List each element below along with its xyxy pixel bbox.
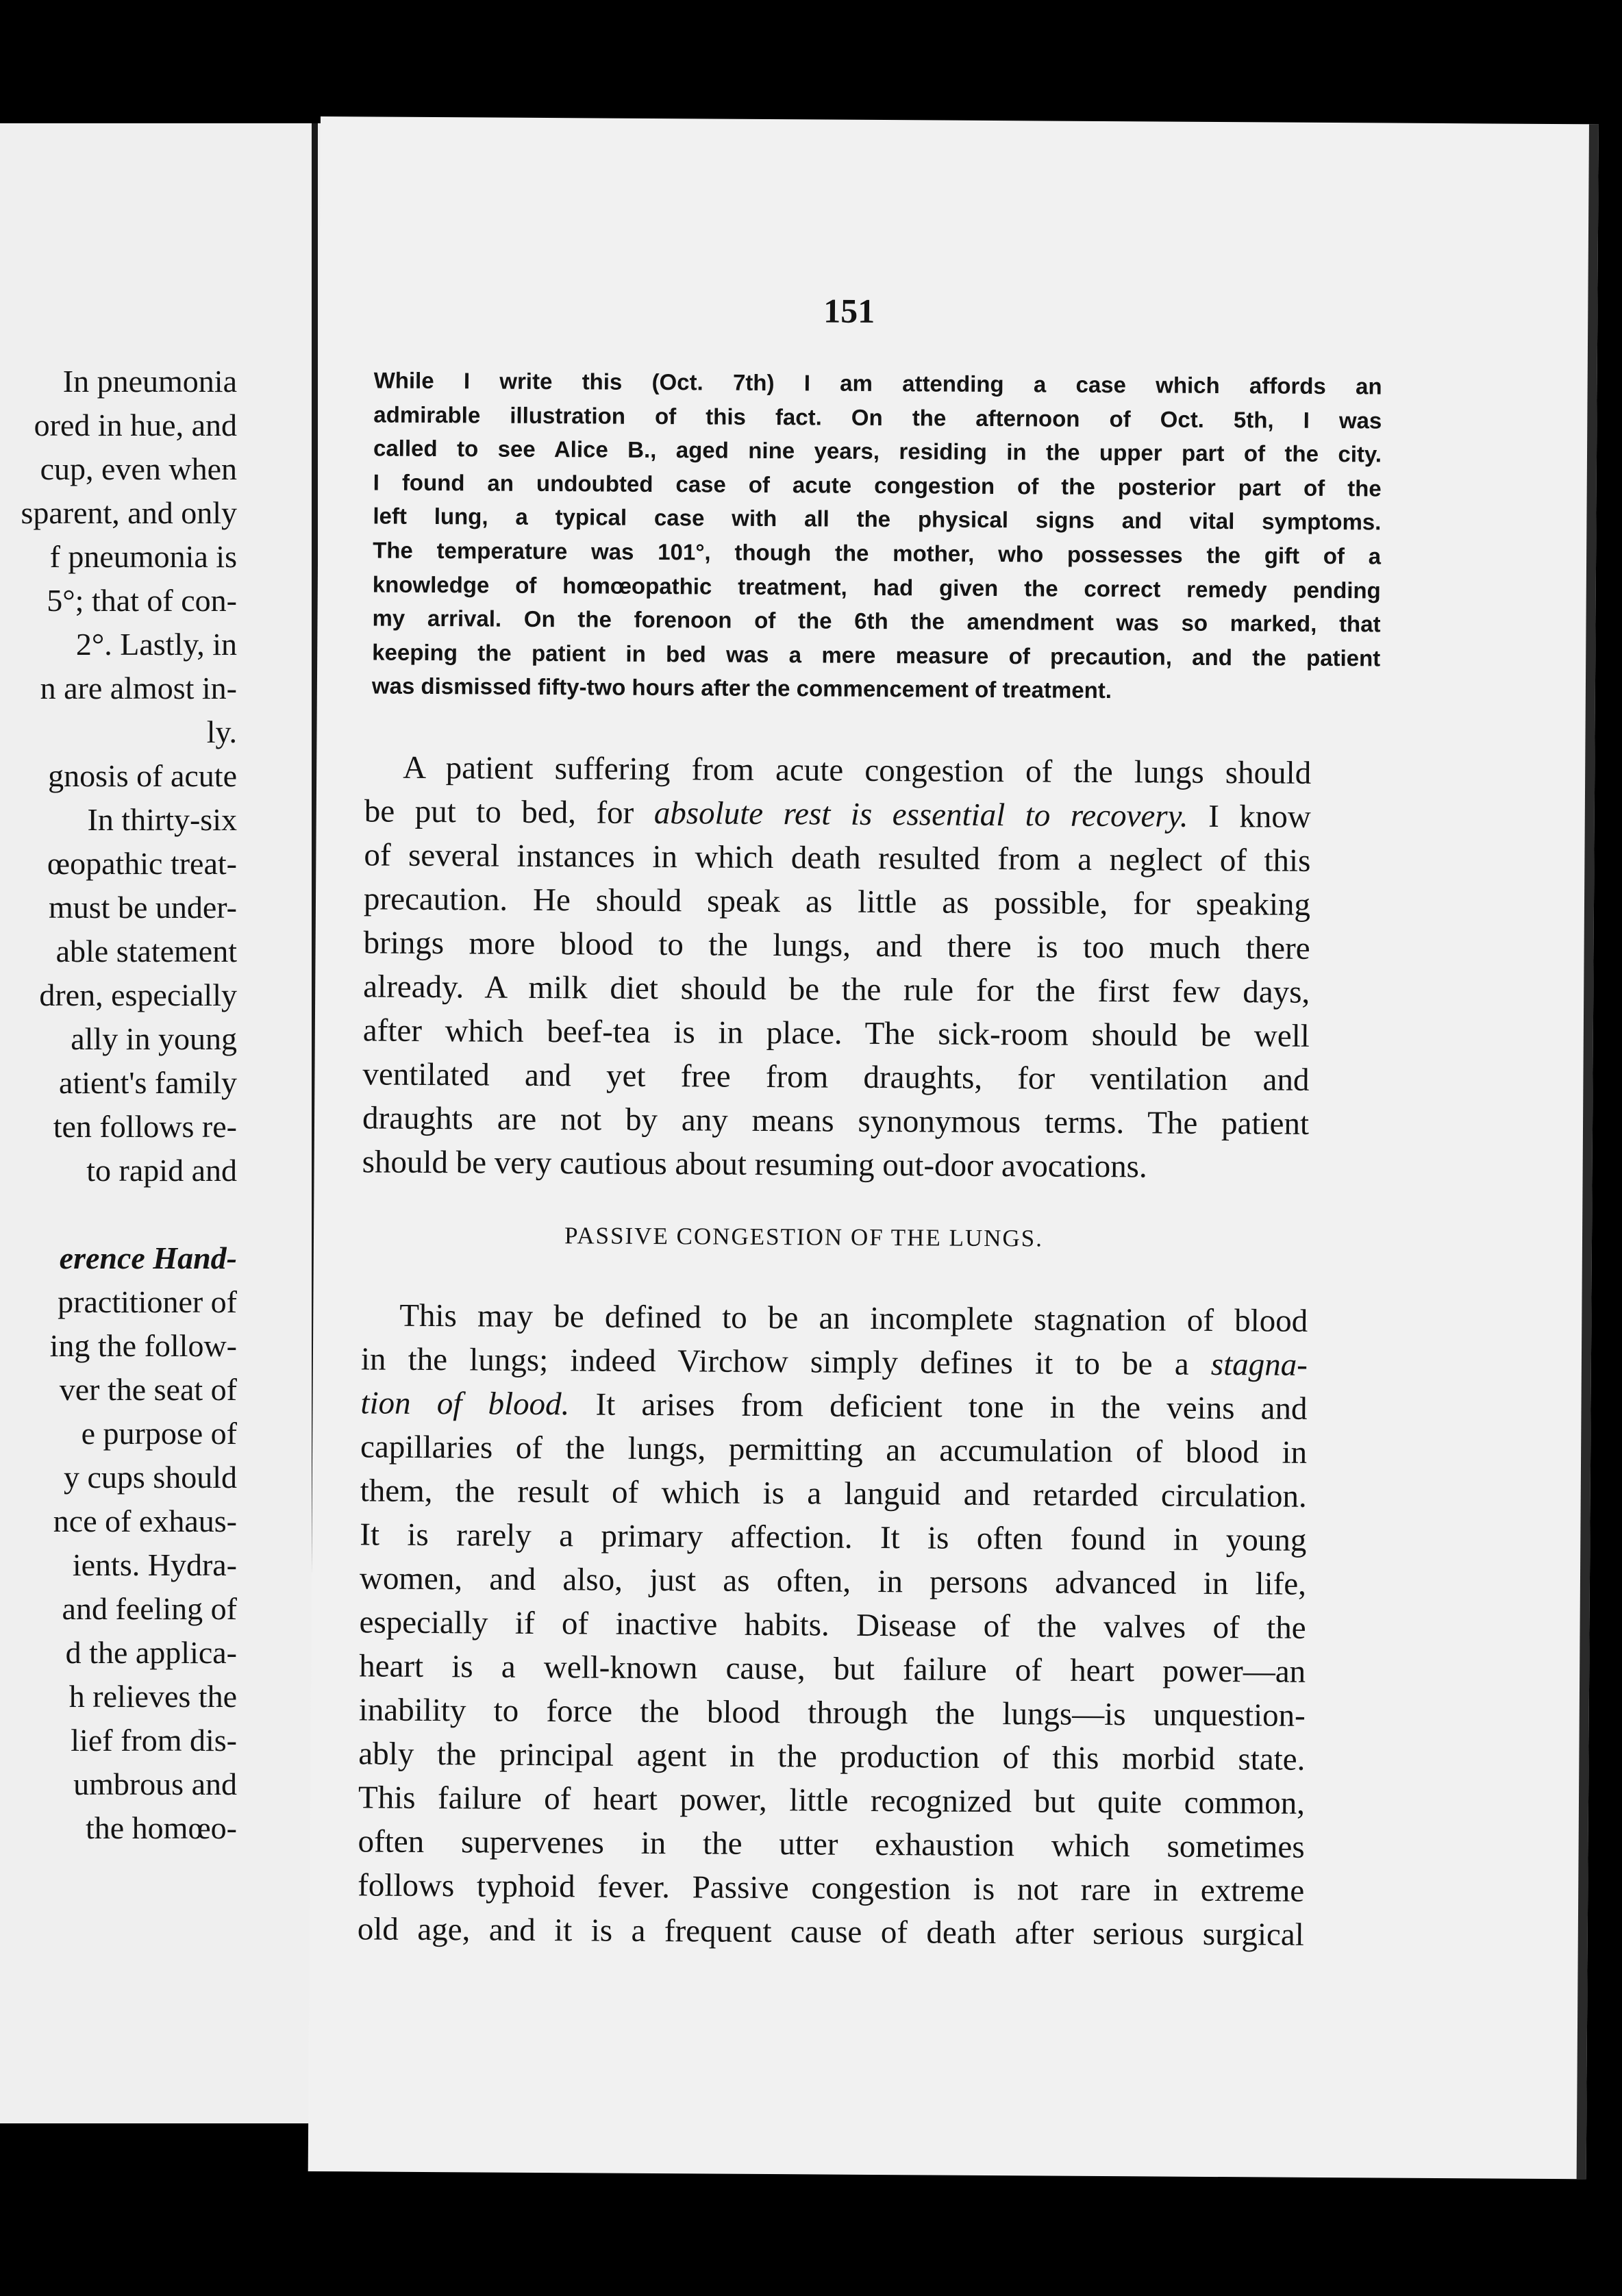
body-line: draughts are not by any means synonymous terms. The patient [362, 1100, 1310, 1142]
body-line: This failure of heart power, little recognized but quite common, [358, 1780, 1306, 1821]
left-page-line: f pneumonia is [49, 539, 237, 574]
left-page-line: ly. [206, 714, 237, 749]
body-text: It arises from deficient tone in the veins and [569, 1386, 1308, 1427]
emphasis-text: stagna- [1210, 1346, 1308, 1383]
paragraph-passive-congestion [358, 1293, 1308, 1956]
emphasis-text: tion of blood. [360, 1385, 570, 1423]
left-page-line: nce of exhaus- [53, 1503, 237, 1538]
body-line: often supervenes in the utter exhaustion which sometimes [358, 1823, 1305, 1865]
body-line: inability to force the blood through the lungs—is unquestion- [358, 1692, 1306, 1734]
left-page-line: and feeling of [62, 1591, 237, 1626]
body-line: heart is a well-known cause, but failure of heart power—an [359, 1648, 1306, 1690]
body-line: This may be defined to be an incomplete stagnation of blood [399, 1297, 1308, 1339]
left-page-line: ver the seat of [59, 1372, 237, 1407]
body-line: especially if of inactive habits. Disease of the valves of the [359, 1604, 1306, 1646]
left-page-line: ally in young [71, 1021, 237, 1056]
paragraph-acute-congestion [362, 745, 1311, 1189]
body-text: in the lungs; indeed Virchow simply defines it to be a [360, 1341, 1212, 1382]
body-text: be put to bed, for [364, 793, 654, 831]
left-page-line: dren, especially [39, 977, 237, 1012]
note-line: I found an undoubted case of acute congestion of the posterior part of the [373, 469, 1382, 501]
left-page-line: able statement [55, 934, 237, 969]
left-page-line: erence Hand- [59, 1240, 237, 1275]
body-line [360, 1381, 1307, 1430]
body-line: It is rarely a primary affection. It is often found in young [360, 1517, 1307, 1558]
left-page-line: ten follows re- [53, 1109, 237, 1144]
body-line: ventilated and yet free from draughts, for ventilation and [362, 1056, 1310, 1098]
body-line: of several instances in which death resulted from a neglect of this [364, 837, 1311, 879]
body-line: A patient suffering from acute congestion of the lungs should [403, 749, 1312, 791]
body-line: them, the result of which is a languid and retarded circulation. [360, 1473, 1307, 1514]
note-line: my arrival. On the forenoon of the 6th the amendment was so marked, that [372, 605, 1381, 637]
body-line: after which beef-tea is in place. The sick-room should be well [362, 1012, 1310, 1054]
left-page-line: gnosis of acute [48, 758, 237, 793]
body-line [364, 789, 1311, 838]
left-page-line: In pneumonia [62, 364, 237, 399]
left-page-line: 2°. Lastly, in [75, 627, 237, 662]
left-page-line: must be under- [48, 890, 237, 925]
body-line: precaution. He should speak as little as possible, for speaking [363, 881, 1311, 923]
body-line: follows typhoid fever. Passive congestion is not rare in extreme [358, 1867, 1305, 1909]
left-page-line: n are almost in- [40, 671, 237, 706]
left-page-line: œopathic treat- [47, 846, 237, 881]
body-line: already. A milk diet should be the rule for the first few days, [363, 969, 1310, 1010]
body-text: I know [1188, 798, 1311, 835]
left-page-line: umbrous and [73, 1767, 237, 1801]
left-page-line: e purpose of [81, 1416, 237, 1451]
note-line: While I write this (Oct. 7th) I am attending a case which affords an [373, 367, 1382, 399]
body-line: ably the principal agent in the production of this morbid state. [358, 1736, 1306, 1777]
note-line: keeping the patient in bed was a mere measure of precaution, and the patient [372, 639, 1381, 671]
note-line: was dismissed fifty-two hours after the commencement of treatment. [371, 673, 1112, 703]
left-page-line: y cups should [64, 1460, 237, 1495]
body-line: capillaries of the lungs, permitting an accumulation of blood in [360, 1429, 1308, 1471]
body-line: old age, and it is a frequent cause of death after serious surgical [357, 1911, 1304, 1953]
left-page-line: 5°; that of con- [47, 583, 237, 618]
left-page-line: sparent, and only [21, 495, 237, 530]
section-heading: PASSIVE CONGESTION OF THE LUNGS. [564, 1222, 1044, 1252]
body-line [361, 1337, 1308, 1386]
left-page-line: ients. Hydra- [72, 1547, 237, 1582]
left-page-line: cup, even when [40, 451, 237, 486]
left-page-line: lief from dis- [71, 1723, 237, 1758]
note-line: knowledge of homœopathic treatment, had given the correct remedy pending [372, 571, 1381, 603]
left-page-line: atient's family [59, 1065, 237, 1100]
left-page-line: h relieves the [68, 1679, 237, 1714]
left-page-line: d the applica- [65, 1635, 237, 1670]
page-number: 151 [823, 291, 875, 330]
note-line: left lung, a typical case with all the physical signs and vital symptoms. [373, 503, 1382, 535]
left-page-line: practitioner of [58, 1284, 237, 1319]
right-page [308, 116, 1599, 2179]
left-page-line: ored in hue, and [34, 408, 237, 442]
left-page-line: the homœo- [85, 1810, 237, 1845]
body-line: women, and also, just as often, in persons advanced in life, [359, 1560, 1307, 1602]
body-line: brings more blood to the lungs, and there is too much there [363, 925, 1310, 966]
left-page-line: ing the follow- [49, 1328, 237, 1363]
left-page [0, 123, 321, 2123]
emphasis-text: absolute rest is essential to recovery. [653, 795, 1188, 834]
footnote-paragraph [372, 363, 1382, 709]
note-line: admirable illustration of this fact. On the afternoon of Oct. 5th, I was [373, 401, 1382, 434]
body-line: should be very cautious about resuming out-door avocations. [362, 1144, 1147, 1185]
left-page-line: In thirty-six [87, 802, 237, 837]
left-page-line: to rapid and [86, 1153, 237, 1188]
note-line: The temperature was 101°, though the mother, who possesses the gift of a [373, 537, 1382, 569]
note-line: called to see Alice B., aged nine years, residing in the upper part of the city. [373, 435, 1382, 467]
